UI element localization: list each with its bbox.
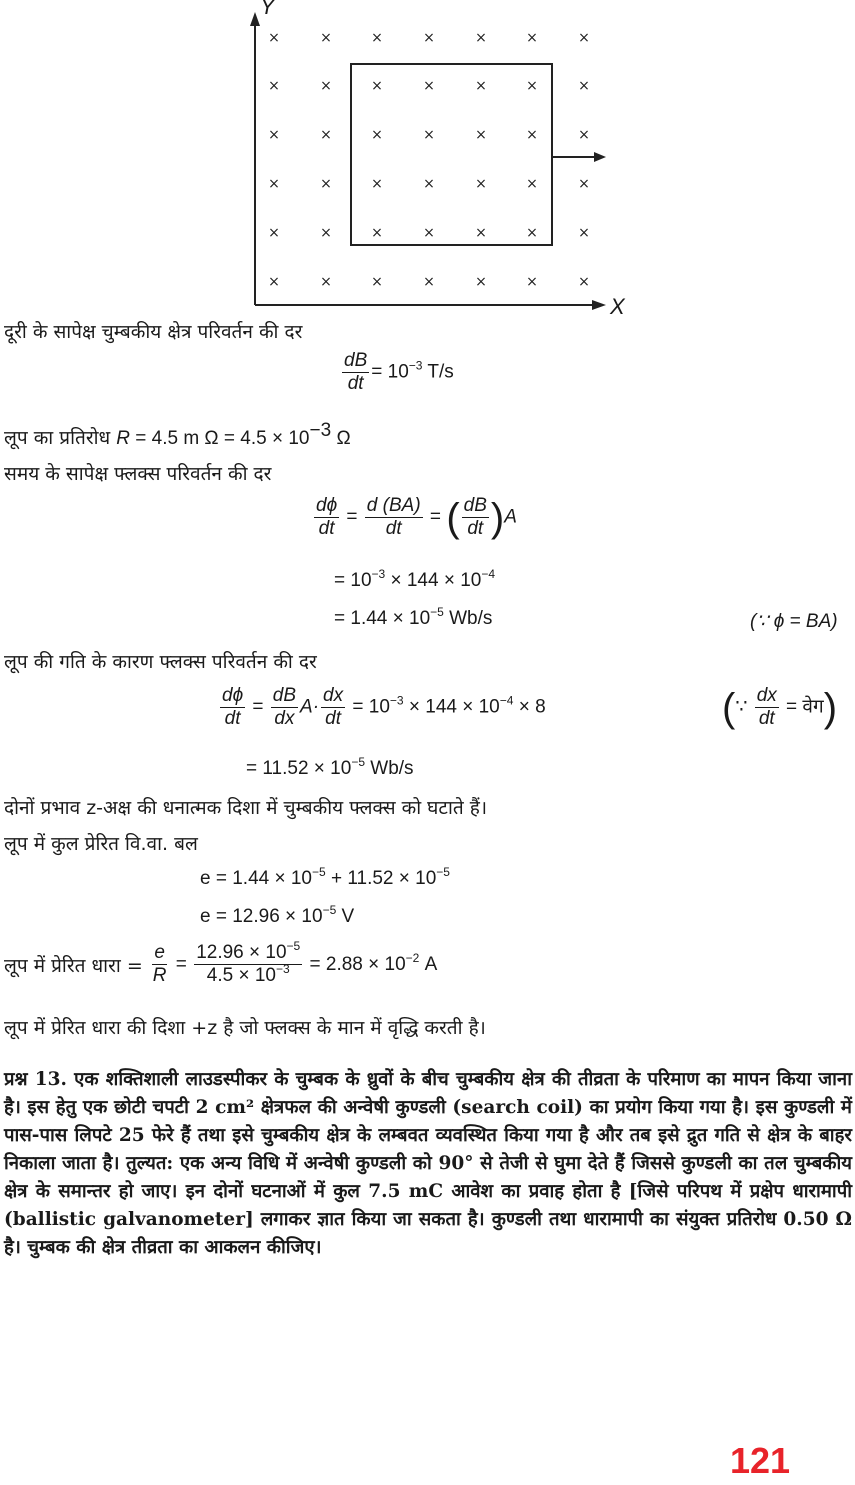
field-into-page-icon: × (475, 30, 487, 46)
field-into-page-icon: × (320, 225, 332, 241)
field-into-page-icon: × (371, 225, 383, 241)
induced-current-line: लूप में प्रेरित धारा = $\frac{e}{R}$ = $\frac{12.96 \times 10^{-5}}{4.5 \times 10^{-3}}$ = $2.88 \times 10^{-2}$ A (4, 939, 438, 986)
field-into-page-icon: × (423, 274, 435, 290)
field-into-page-icon: × (475, 274, 487, 290)
field-into-page-icon: × (475, 225, 487, 241)
equation-note: (∵ ϕ = BA) (750, 611, 838, 632)
resistance-line: लूप का प्रतिरोध R = 4.5 m $\Omega = 4.5 \times 10^{-3}$ Ω (4, 420, 351, 449)
field-into-page-icon: × (578, 30, 590, 46)
text-line: दोनों प्रभाव z-अक्ष की धनात्मक दिशा में चुम्बकीय फ्लक्स को घटाते हैं। (4, 797, 488, 819)
x-axis-label: X (610, 294, 625, 319)
magnetic-field-diagram (240, 0, 640, 320)
field-into-page-icon: × (423, 225, 435, 241)
field-into-page-icon: × (475, 78, 487, 94)
equation-emf-total: $e = 12.96 \times 10^{-5}$ V (200, 903, 355, 927)
y-axis-label: Y (260, 0, 275, 19)
field-into-page-icon: × (423, 78, 435, 94)
field-into-page-icon: × (526, 176, 538, 192)
field-into-page-icon: × (578, 225, 590, 241)
question-label: प्रश्न 13. (4, 1069, 67, 1090)
equation-step: = $1.44 \times 10^{-5}$ Wb/s (334, 605, 493, 629)
field-into-page-icon: × (320, 176, 332, 192)
equation-flux-rate-time: $\frac{d\phi}{dt}$ = $\frac{d (BA)}{dt}$ = ( $\frac{dB}{dt}$ )A (316, 495, 517, 540)
field-into-page-icon: × (578, 176, 590, 192)
field-into-page-icon: × (423, 127, 435, 143)
field-into-page-icon: × (475, 127, 487, 143)
field-into-page-icon: × (526, 30, 538, 46)
equation-flux-rate-motion: $\frac{d\phi}{dt}$ = $\frac{dB}{dx}$ A· $\frac{dx}{dt}$ = $10^{-3} \times 144 \times 10^{-4} \times 8$ (222, 685, 546, 729)
text-line: लूप की गति के कारण फ्लक्स परिवर्तन की दर (4, 651, 317, 673)
field-into-page-icon: × (371, 127, 383, 143)
field-into-page-icon: × (475, 176, 487, 192)
text-line: समय के सापेक्ष फ्लक्स परिवर्तन की दर (4, 463, 272, 485)
equation-step: = $10^{-3} \times 144 \times 10^{-4}$ (334, 567, 496, 591)
field-into-page-icon: × (423, 176, 435, 192)
field-into-page-icon: × (371, 176, 383, 192)
field-into-page-icon: × (268, 78, 280, 94)
field-into-page-icon: × (371, 274, 383, 290)
field-into-page-icon: × (320, 274, 332, 290)
field-into-page-icon: × (268, 274, 280, 290)
field-into-page-icon: × (371, 78, 383, 94)
field-into-page-icon: × (578, 78, 590, 94)
field-into-page-icon: × (320, 78, 332, 94)
equation-emf-sum: $e = 1.44 \times 10^{-5} + 11.52 \times 10^{-5}$ (200, 865, 450, 889)
field-into-page-icon: × (320, 127, 332, 143)
field-into-page-icon: × (268, 127, 280, 143)
field-into-page-icon: × (526, 274, 538, 290)
field-into-page-icon: × (526, 78, 538, 94)
field-into-page-icon: × (268, 176, 280, 192)
equation-note-velocity: (∵ $\frac{dx}{dt}$ = वेग) (722, 685, 838, 730)
equation-db-dt: $\frac{dB}{dt}$ = $10^{-3}$ T/s (344, 350, 454, 394)
field-into-page-icon: × (268, 225, 280, 241)
equation-step: = $11.52 \times 10^{-5}$ Wb/s (246, 755, 414, 779)
field-into-page-icon: × (578, 274, 590, 290)
page-number: 121 (730, 1440, 791, 1481)
question-text: एक शक्तिशाली लाउडस्पीकर के चुम्बक के ध्रुवों के बीच चुम्बकीय क्षेत्र की तीव्रता के परिमाण का मापन किया जाना है। इस हेतु एक छोटी चपटी 2 cm² क्षेत्रफल की अन्वेषी कुण्डली (search coil) का प्रयोग किया गया है। इस कुण्डली में पास-पास लिपटे 25 फेरे हैं तथा इसे चुम्बकीय क्षेत्र के लम्बवत व्यवस्थित किया गया है और तब इसे द्रुत गति से क्षेत्र के बाहर निकाला जाता है। तुल्यत: एक अन्य विधि में अन्वेषी कुण्डली को 90° से तेजी से घुमा देते हैं जिससे कुण्डली का तल चुम्बकीय क्षेत्र के समान्तर हो जाए। इन दोनों घटनाओं में कुल 7.5 mC आवेश का प्रवाह होता है [जिसे परिपथ में प्रक्षेप धारामापी (ballistic galvanometer] लगाकर ज्ञात किया जा सकता है। कुण्डली तथा धारामापी का संयुक्त प्रतिरोध 0.50 Ω है। चुम्बक की क्षेत्र तीव्रता का आकलन कीजिए। (4, 1069, 852, 1258)
field-into-page-icon: × (371, 30, 383, 46)
field-into-page-icon: × (578, 127, 590, 143)
text-line: लूप में कुल प्रेरित वि.वा. बल (4, 833, 198, 855)
field-loop-figure (240, 0, 640, 320)
field-into-page-icon: × (423, 30, 435, 46)
text-line: लूप में प्रेरित धारा की दिशा +z है जो फ्लक्स के मान में वृद्धि करती है। (4, 1017, 486, 1039)
text-line: दूरी के सापेक्ष चुम्बकीय क्षेत्र परिवर्तन की दर (4, 321, 303, 343)
field-into-page-icon: × (526, 127, 538, 143)
field-into-page-icon: × (268, 30, 280, 46)
field-into-page-icon: × (320, 30, 332, 46)
field-into-page-icon: × (526, 225, 538, 241)
question-13 (4, 1066, 852, 1262)
